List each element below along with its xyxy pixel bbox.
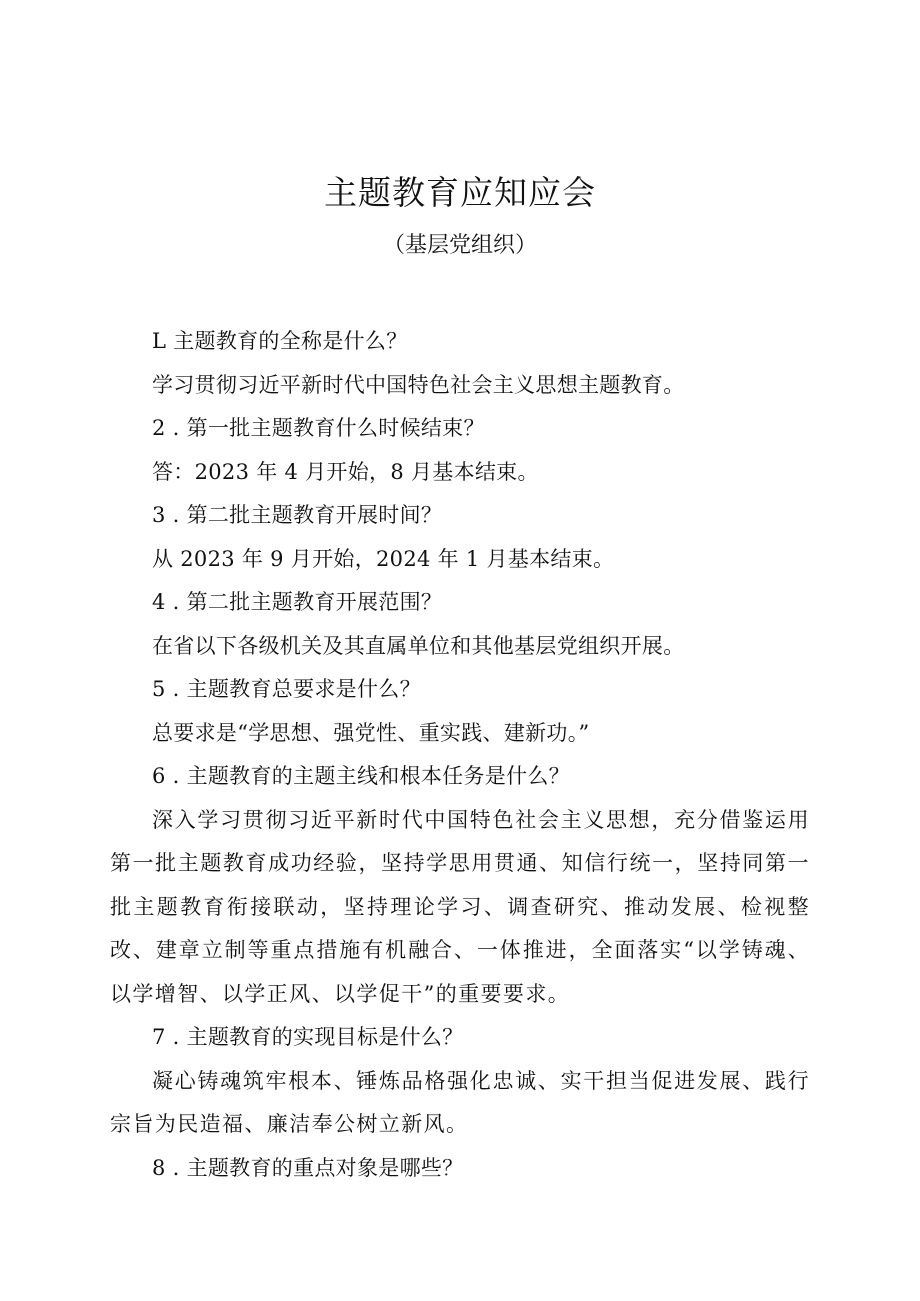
question-8: 8 . 主题教育的重点对象是哪些？: [152, 1155, 464, 1180]
question-6: 6 . 主题教育的主题主线和根本任务是什么？: [152, 764, 570, 788]
answer-2: 答：2023 年 4 月开始，8 月基本结束。: [152, 459, 539, 484]
question-3: 3 . 第二批主题教育开展时间？: [152, 503, 443, 527]
answer-5: 总要求是“学思想、强党性、重实践、建新功。”: [152, 720, 590, 745]
document-body: [110, 320, 810, 1190]
question-7: 7 . 主题教育的实现目标是什么？: [152, 1025, 464, 1049]
question-2: 2 . 第一批主题教育什么时候结束？: [152, 416, 485, 440]
answer-6: 深入学习贯彻习近平新时代中国特色社会主义思想，充分借鉴运用第一批主题教育成功经验，坚持学思用贯通、知信行统一，坚持同第一批主题教育衔接联动，坚持理论学习、调查研究、推动发展、检视整改、建章立制等重点措施有机融合、一体推进，全面落实“以学铸魂、以学增智、以学正风、以学促干”的重要要求。: [110, 807, 810, 1006]
question-4: 4 . 第二批主题教育开展范围？: [152, 590, 443, 614]
document-subtitle: （基层党组织）: [382, 233, 537, 258]
question-5: 5 . 主题教育总要求是什么？: [152, 677, 421, 701]
question-1: L 主题教育的全称是什么？: [152, 329, 408, 353]
answer-4: 在省以下各级机关及其直属单位和其他基层党组织开展。: [152, 633, 685, 658]
answer-1: 学习贯彻习近平新时代中国特色社会主义思想主题教育。: [152, 372, 685, 397]
answer-7: 凝心铸魂筑牢根本、锤炼品格强化忠诚、实干担当促进发展、践行宗旨为民造福、廉洁奉公树立新风。: [110, 1068, 810, 1136]
answer-3: 从 2023 年 9 月开始，2024 年 1 月基本结束。: [152, 546, 615, 571]
document-title: 主题教育应知应会: [324, 173, 596, 212]
